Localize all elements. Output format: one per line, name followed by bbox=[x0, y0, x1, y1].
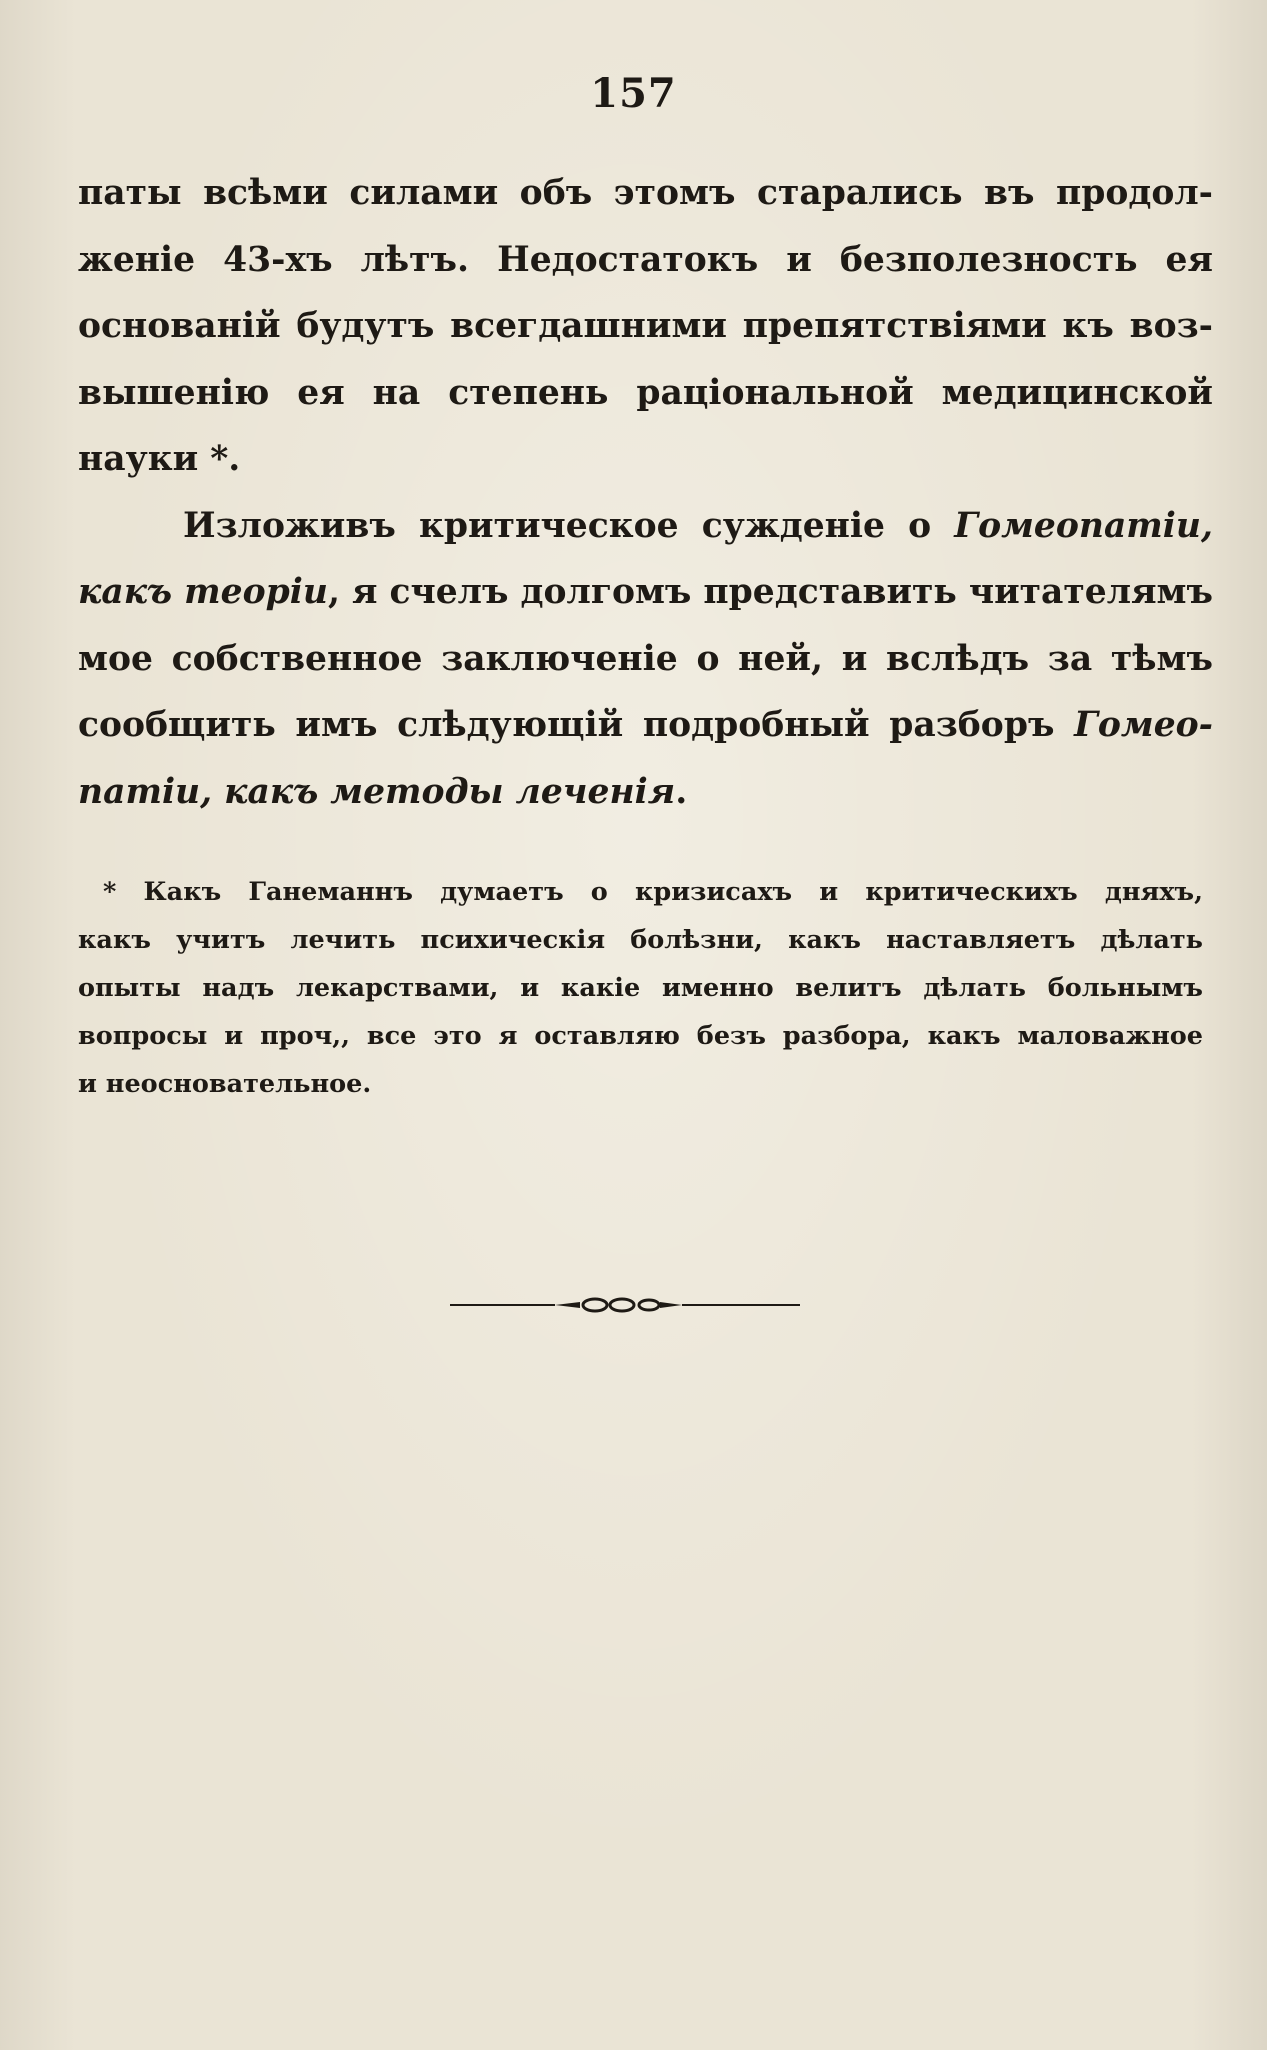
italic-run: Гомеопатіи, bbox=[954, 505, 1213, 546]
scroll-divider-ornament-icon bbox=[450, 1290, 800, 1320]
text-line: основаній будутъ всегдашними препятствіями къ воз- bbox=[78, 306, 1213, 346]
footnote-line: опыты надъ лекарствами, и какіе именно велитъ дѣлать больнымъ bbox=[78, 973, 1203, 1003]
italic-run: какъ теоріи bbox=[78, 572, 328, 612]
page-number: 157 bbox=[590, 70, 677, 117]
text-line bbox=[78, 493, 1213, 560]
footnote-line: * Какъ Ганеманнъ думаетъ о кризисахъ и критическихъ дняхъ, bbox=[103, 877, 1203, 907]
text-line: мое собственное заключеніе о ней, и вслѣдъ за тѣмъ bbox=[78, 638, 1213, 679]
italic-run: Гомео- bbox=[1074, 705, 1213, 745]
footnote-line: вопросы и проч,, все это я оставляю безъ разбора, какъ маловажное bbox=[78, 1021, 1203, 1051]
text-line bbox=[78, 759, 1213, 826]
footnote-line: и неосновательное. bbox=[78, 1069, 372, 1099]
text-line: женіе 43-хъ лѣтъ. Недостатокъ и безполезность ея bbox=[78, 239, 1213, 280]
text-line bbox=[78, 559, 1213, 626]
text-line: вышенію ея на степень раціональной медицинской bbox=[78, 372, 1213, 413]
footnote-line: какъ учитъ лечить психическія болѣзни, какъ наставляетъ дѣлать bbox=[78, 925, 1203, 955]
text-run: , я счелъ долгомъ представить читателямъ bbox=[327, 572, 1213, 612]
text-run: . bbox=[675, 771, 688, 812]
footnote bbox=[78, 868, 1203, 1108]
text-run: Изложивъ критическое сужденіе о bbox=[183, 505, 955, 546]
text-run: сообщить имъ слѣдующій подробный разборъ bbox=[78, 705, 1075, 745]
text-line bbox=[78, 692, 1213, 759]
main-text bbox=[78, 160, 1213, 825]
italic-run: патіи, какъ методы леченія bbox=[78, 771, 676, 812]
text-line: паты всѣми силами объ этомъ старались въ продол- bbox=[78, 173, 1213, 213]
text-line: науки *. bbox=[78, 439, 241, 479]
